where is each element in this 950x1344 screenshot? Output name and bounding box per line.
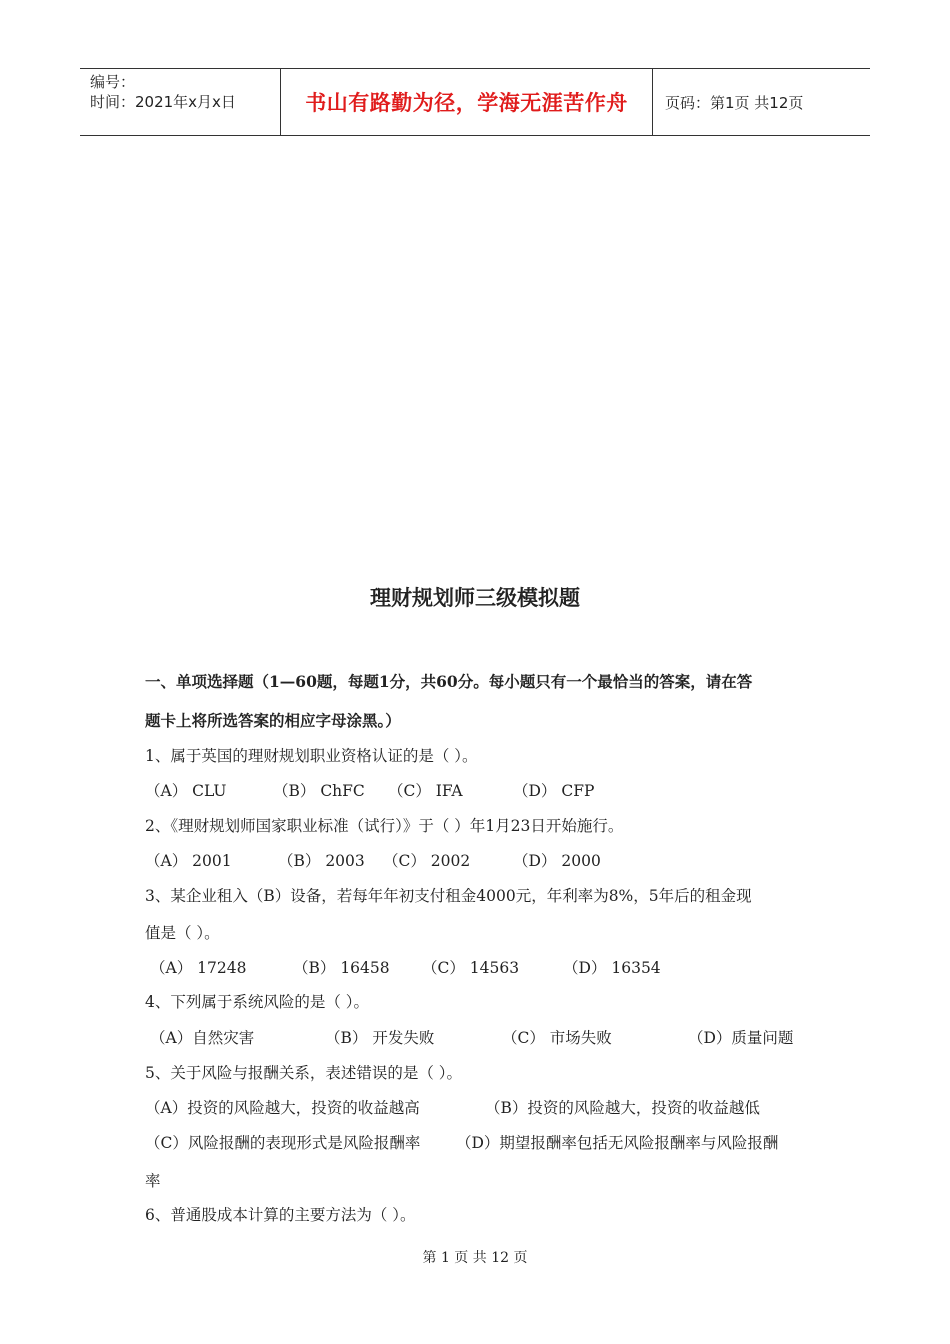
q2-option-c: （C） 2002	[383, 852, 471, 870]
q2-option-a: （A） 2001	[145, 852, 232, 870]
question-1-stem: 1、属于英国的理财规划职业资格认证的是（ ）。	[145, 747, 478, 765]
q5-option-b: （B）投资的风险越大，投资的收益越低	[485, 1099, 760, 1117]
q3-option-b: （B） 16458	[293, 959, 390, 977]
header-meta	[80, 69, 281, 135]
q4-option-d: （D）质量问题	[688, 1029, 794, 1047]
q2-option-d: （D） 2000	[513, 852, 601, 870]
question-2-stem: 2、《理财规划师国家职业标准（试行）》于（ ）年1月23日开始施行。	[145, 817, 624, 835]
number-label: 编号：	[90, 73, 136, 91]
q4-option-a: （A）自然灾害	[150, 1029, 255, 1047]
q3-option-a: （A） 17248	[150, 959, 247, 977]
time-label: 时间：2021年x月x日	[90, 93, 236, 111]
question-5-stem: 5、关于风险与报酬关系，表述错误的是（ ）。	[145, 1064, 463, 1082]
section-instructions-line2: 题卡上将所选答案的相应字母涂黑。）	[145, 711, 401, 730]
question-6-stem: 6、普通股成本计算的主要方法为（ ）。	[145, 1206, 416, 1224]
header-motto	[281, 69, 653, 135]
page-footer: 第 1 页 共 12 页	[422, 1250, 528, 1266]
q1-option-d: （D） CFP	[513, 782, 595, 800]
question-3-stem-line1: 3、某企业租入（B）设备，若每年年初支付租金4000元，年利率为8%，5年后的租金现	[145, 887, 752, 905]
question-4-stem: 4、下列属于系统风险的是（ ）。	[145, 993, 370, 1011]
q3-option-d: （D） 16354	[563, 959, 661, 977]
question-3-stem-line2: 值是（ ）。	[145, 924, 220, 942]
q3-option-c: （C） 14563	[422, 959, 520, 977]
q2-option-b: （B） 2003	[278, 852, 365, 870]
q1-option-a: （A） CLU	[145, 782, 227, 800]
q5-option-a: （A）投资的风险越大，投资的收益越高	[145, 1099, 420, 1117]
page-header	[80, 68, 870, 136]
q5-option-c: （C）风险报酬的表现形式是风险报酬率	[145, 1134, 421, 1152]
q4-option-b: （B） 开发失败	[325, 1029, 435, 1047]
q1-option-c: （C） IFA	[388, 782, 463, 800]
q5-option-d-line2: 率	[145, 1172, 161, 1190]
q4-option-c: （C） 市场失败	[502, 1029, 612, 1047]
header-page-info: 页码：第1页 共12页	[665, 93, 804, 112]
document-title: 理财规划师三级模拟题	[370, 586, 580, 610]
q1-option-b: （B） ChFC	[273, 782, 365, 800]
section-instructions-line1: 一、单项选择题（1—60题，每题1分，共60分。每小题只有一个最恰当的答案，请在答	[145, 672, 753, 691]
motto-text: 书山有路勤为径，学海无涯苦作舟	[305, 91, 628, 115]
q5-option-d-line1: （D）期望报酬率包括无风险报酬率与风险报酬	[456, 1134, 779, 1152]
